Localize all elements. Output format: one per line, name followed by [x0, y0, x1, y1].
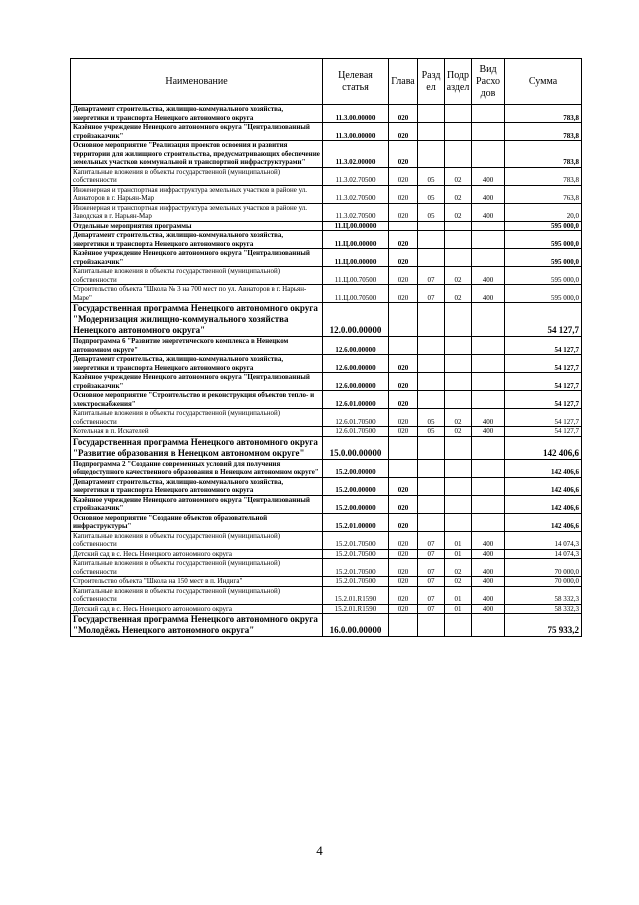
- cell-sum: 75 933,2: [505, 614, 582, 637]
- cell-section: 07: [418, 285, 445, 303]
- cell-subsection: 01: [445, 604, 472, 614]
- cell-sum: 783,8: [505, 141, 582, 168]
- cell-subsection: [445, 477, 472, 495]
- cell-sum: 54 127,7: [505, 409, 582, 427]
- cell-sum: 142 406,6: [505, 513, 582, 531]
- cell-name: Казённое учреждение Ненецкого автономного округа "Централизованный стройзаказчик": [71, 249, 323, 267]
- cell-section: [418, 249, 445, 267]
- cell-chapter: 020: [389, 477, 418, 495]
- cell-target-article: 15.2.01.70500: [323, 559, 389, 577]
- cell-subsection: [445, 249, 472, 267]
- cell-section: [418, 221, 445, 231]
- cell-name: Основное мероприятие "Создание объектов образовательной инфраструктуры": [71, 513, 323, 531]
- cell-chapter: [389, 614, 418, 637]
- cell-chapter: [389, 221, 418, 231]
- cell-section: [418, 614, 445, 637]
- cell-section: 05: [418, 427, 445, 437]
- page-number: 4: [316, 843, 323, 858]
- cell-name: Котельная в п. Искателей: [71, 427, 323, 437]
- header-section: Разд ел: [418, 59, 445, 105]
- table-row: [71, 427, 582, 437]
- cell-expense-type: [472, 459, 505, 477]
- cell-sum: 783,8: [505, 105, 582, 123]
- cell-sum: 54 127,7: [505, 373, 582, 391]
- cell-name: Казённое учреждение Ненецкого автономного округа "Централизованный стройзаказчик": [71, 373, 323, 391]
- cell-expense-type: [472, 391, 505, 409]
- cell-expense-type: [472, 123, 505, 141]
- cell-section: [418, 513, 445, 531]
- cell-subsection: [445, 303, 472, 337]
- cell-chapter: [389, 303, 418, 337]
- cell-target-article: 11.Ц.00.70500: [323, 285, 389, 303]
- cell-target-article: 15.2.00.00000: [323, 477, 389, 495]
- cell-target-article: 15.2.00.00000: [323, 495, 389, 513]
- cell-subsection: 02: [445, 559, 472, 577]
- cell-name: Подпрограмма 6 "Развитие энергетического комплекса в Ненецком автономном округе": [71, 337, 323, 355]
- cell-subsection: [445, 141, 472, 168]
- cell-expense-type: 400: [472, 267, 505, 285]
- cell-target-article: 11.3.02.70500: [323, 185, 389, 203]
- cell-chapter: 020: [389, 267, 418, 285]
- cell-section: 07: [418, 531, 445, 549]
- table-row: [71, 267, 582, 285]
- cell-section: 07: [418, 267, 445, 285]
- cell-sum: 14 074,3: [505, 531, 582, 549]
- cell-chapter: 020: [389, 249, 418, 267]
- cell-name: Государственная программа Ненецкого автономного округа "Модернизация жилищно-коммунального хозяйства Ненецкого автономного округа": [71, 303, 323, 337]
- header-target-article: Целевая статья: [323, 59, 389, 105]
- cell-subsection: [445, 337, 472, 355]
- cell-sum: 54 127,7: [505, 427, 582, 437]
- cell-name: Департамент строительства, жилищно-коммунального хозяйства, энергетики и транспорта Ненецкого автономного округа: [71, 477, 323, 495]
- cell-subsection: [445, 513, 472, 531]
- header-chapter: Глава: [389, 59, 418, 105]
- cell-name: Строительство объекта "Школа № 3 на 700 мест по ул. Авиаторов в г. Нарьян-Маре": [71, 285, 323, 303]
- cell-name: Инженерная и транспортная инфраструктура земельных участков в районе ул. Авиаторов в г. Нарьян-Мар: [71, 185, 323, 203]
- table-row: [71, 185, 582, 203]
- cell-chapter: [389, 459, 418, 477]
- cell-target-article: 11.3.00.00000: [323, 105, 389, 123]
- cell-sum: 14 074,3: [505, 549, 582, 559]
- cell-subsection: 02: [445, 185, 472, 203]
- cell-name: Детский сад в с. Несь Ненецкого автономного округа: [71, 549, 323, 559]
- cell-expense-type: 400: [472, 577, 505, 587]
- cell-subsection: [445, 614, 472, 637]
- cell-expense-type: [472, 477, 505, 495]
- cell-target-article: 16.0.00.00000: [323, 614, 389, 637]
- cell-target-article: 12.6.01.70500: [323, 409, 389, 427]
- cell-section: 07: [418, 586, 445, 604]
- cell-name: Капитальные вложения в объекты государственной (муниципальной) собственности: [71, 559, 323, 577]
- cell-name: Капитальные вложения в объекты государственной (муниципальной) собственности: [71, 409, 323, 427]
- cell-sum: 595 000,0: [505, 267, 582, 285]
- table-row: [71, 577, 582, 587]
- cell-subsection: [445, 373, 472, 391]
- cell-chapter: 020: [389, 123, 418, 141]
- cell-subsection: [445, 221, 472, 231]
- cell-expense-type: [472, 337, 505, 355]
- cell-sum: 54 127,7: [505, 391, 582, 409]
- cell-chapter: 020: [389, 185, 418, 203]
- cell-target-article: 11.Ц.00.00000: [323, 231, 389, 249]
- table-row: [71, 614, 582, 637]
- cell-name: Детский сад в с. Несь Ненецкого автономного округа: [71, 604, 323, 614]
- cell-section: [418, 459, 445, 477]
- table-body: [71, 105, 582, 637]
- table-row: [71, 221, 582, 231]
- cell-subsection: 02: [445, 285, 472, 303]
- cell-sum: 142 406,6: [505, 495, 582, 513]
- cell-sum: 142 406,6: [505, 477, 582, 495]
- table-header-row: [71, 59, 582, 105]
- cell-name: Департамент строительства, жилищно-коммунального хозяйства, энергетики и транспорта Ненецкого автономного округа: [71, 355, 323, 373]
- table-row: [71, 436, 582, 459]
- cell-sum: 54 127,7: [505, 355, 582, 373]
- cell-chapter: 020: [389, 409, 418, 427]
- table-row: [71, 337, 582, 355]
- cell-subsection: 02: [445, 577, 472, 587]
- cell-section: 07: [418, 559, 445, 577]
- header-sum: Сумма: [505, 59, 582, 105]
- cell-target-article: 11.Ц.00.00000: [323, 221, 389, 231]
- table-row: [71, 249, 582, 267]
- cell-sum: 595 000,0: [505, 285, 582, 303]
- cell-chapter: 020: [389, 105, 418, 123]
- cell-chapter: 020: [389, 531, 418, 549]
- cell-expense-type: [472, 614, 505, 637]
- cell-sum: 763,8: [505, 185, 582, 203]
- cell-subsection: [445, 459, 472, 477]
- cell-subsection: [445, 436, 472, 459]
- cell-target-article: 12.6.00.00000: [323, 355, 389, 373]
- cell-sum: 783,8: [505, 167, 582, 185]
- table-row: [71, 513, 582, 531]
- cell-chapter: [389, 337, 418, 355]
- cell-chapter: 020: [389, 577, 418, 587]
- cell-expense-type: 400: [472, 167, 505, 185]
- cell-section: 05: [418, 409, 445, 427]
- cell-chapter: 020: [389, 427, 418, 437]
- cell-chapter: 020: [389, 373, 418, 391]
- cell-expense-type: 400: [472, 285, 505, 303]
- cell-target-article: 12.6.01.00000: [323, 391, 389, 409]
- cell-name: Капитальные вложения в объекты государственной (муниципальной) собственности: [71, 167, 323, 185]
- cell-chapter: 020: [389, 285, 418, 303]
- table-row: [71, 303, 582, 337]
- cell-subsection: [445, 355, 472, 373]
- table-row: [71, 559, 582, 577]
- cell-name: Основное мероприятие "Строительство и реконструкция объектов тепло- и электроснабжения": [71, 391, 323, 409]
- cell-expense-type: [472, 105, 505, 123]
- cell-chapter: 020: [389, 495, 418, 513]
- table-row: [71, 231, 582, 249]
- cell-chapter: 020: [389, 141, 418, 168]
- cell-chapter: 020: [389, 355, 418, 373]
- cell-name: Строительство объекта "Школа на 150 мест в п. Индига": [71, 577, 323, 587]
- cell-target-article: 11.3.02.70500: [323, 203, 389, 221]
- table-row: [71, 105, 582, 123]
- cell-section: 07: [418, 549, 445, 559]
- cell-name: Инженерная и транспортная инфраструктура земельных участков в районе ул. Заводская в г. Нарьян-Мар: [71, 203, 323, 221]
- cell-name: Департамент строительства, жилищно-коммунального хозяйства, энергетики и транспорта Ненецкого автономного округа: [71, 231, 323, 249]
- cell-name: Подпрограмма 2 "Создание современных условий для получения общедоступного качественного образования в Ненецком автономном округе": [71, 459, 323, 477]
- cell-section: 05: [418, 185, 445, 203]
- cell-chapter: 020: [389, 167, 418, 185]
- cell-expense-type: 400: [472, 559, 505, 577]
- cell-target-article: 12.6.01.70500: [323, 427, 389, 437]
- cell-target-article: 15.2.01.70500: [323, 531, 389, 549]
- table-row: [71, 391, 582, 409]
- cell-name: Основное мероприятие "Реализация проектов освоения и развития территории для жилищного строительства, предусматривающих обеспечение земельных участков коммунальной и транспортной инфраструктурами": [71, 141, 323, 168]
- cell-expense-type: [472, 221, 505, 231]
- table-row: [71, 586, 582, 604]
- cell-chapter: 020: [389, 604, 418, 614]
- table-row: [71, 285, 582, 303]
- cell-subsection: 01: [445, 586, 472, 604]
- table-row: [71, 477, 582, 495]
- cell-subsection: 01: [445, 531, 472, 549]
- cell-sum: 142 406,6: [505, 459, 582, 477]
- cell-target-article: 15.2.01.R1590: [323, 586, 389, 604]
- cell-section: [418, 391, 445, 409]
- cell-subsection: 02: [445, 203, 472, 221]
- cell-section: [418, 337, 445, 355]
- table-row: [71, 167, 582, 185]
- cell-name: Капитальные вложения в объекты государственной (муниципальной) собственности: [71, 586, 323, 604]
- cell-sum: 595 000,0: [505, 249, 582, 267]
- cell-name: Отдельные мероприятия программы: [71, 221, 323, 231]
- cell-name: Казённое учреждение Ненецкого автономного округа "Централизованный стройзаказчик": [71, 495, 323, 513]
- table-row: [71, 495, 582, 513]
- cell-target-article: 15.2.01.R1590: [323, 604, 389, 614]
- cell-target-article: 15.2.01.00000: [323, 513, 389, 531]
- table-row: [71, 355, 582, 373]
- cell-sum: 70 000,0: [505, 577, 582, 587]
- cell-chapter: 020: [389, 559, 418, 577]
- table-row: [71, 123, 582, 141]
- cell-subsection: [445, 495, 472, 513]
- cell-target-article: 15.2.00.00000: [323, 459, 389, 477]
- cell-expense-type: [472, 231, 505, 249]
- table-row: [71, 373, 582, 391]
- cell-target-article: 11.Ц.00.00000: [323, 249, 389, 267]
- cell-expense-type: 400: [472, 604, 505, 614]
- cell-section: [418, 231, 445, 249]
- cell-expense-type: 400: [472, 531, 505, 549]
- cell-section: [418, 373, 445, 391]
- cell-expense-type: [472, 141, 505, 168]
- cell-chapter: 020: [389, 586, 418, 604]
- cell-target-article: 15.0.00.00000: [323, 436, 389, 459]
- cell-subsection: 02: [445, 267, 472, 285]
- cell-subsection: [445, 391, 472, 409]
- cell-expense-type: [472, 355, 505, 373]
- budget-table: [70, 58, 582, 637]
- cell-name: Капитальные вложения в объекты государственной (муниципальной) собственности: [71, 531, 323, 549]
- cell-expense-type: 400: [472, 549, 505, 559]
- cell-section: 07: [418, 604, 445, 614]
- cell-chapter: 020: [389, 203, 418, 221]
- cell-expense-type: [472, 513, 505, 531]
- cell-expense-type: 400: [472, 427, 505, 437]
- cell-chapter: 020: [389, 391, 418, 409]
- cell-expense-type: [472, 373, 505, 391]
- cell-target-article: 12.6.00.00000: [323, 373, 389, 391]
- cell-sum: 595 000,0: [505, 231, 582, 249]
- cell-section: [418, 141, 445, 168]
- cell-chapter: 020: [389, 231, 418, 249]
- table-row: [71, 549, 582, 559]
- cell-target-article: 11.3.00.00000: [323, 123, 389, 141]
- cell-section: [418, 303, 445, 337]
- cell-name: Государственная программа Ненецкого автономного округа "Молодёжь Ненецкого автономного округа": [71, 614, 323, 637]
- cell-sum: 58 332,3: [505, 586, 582, 604]
- cell-section: [418, 123, 445, 141]
- cell-section: [418, 105, 445, 123]
- cell-chapter: 020: [389, 513, 418, 531]
- cell-name: Капитальные вложения в объекты государственной (муниципальной) собственности: [71, 267, 323, 285]
- cell-expense-type: [472, 303, 505, 337]
- cell-target-article: 12.6.00.00000: [323, 337, 389, 355]
- header-expense-type: Вид Расхо дов: [472, 59, 505, 105]
- cell-section: [418, 477, 445, 495]
- cell-section: 05: [418, 203, 445, 221]
- cell-chapter: [389, 436, 418, 459]
- cell-subsection: 02: [445, 427, 472, 437]
- header-name: Наименование: [71, 59, 323, 105]
- cell-target-article: 15.2.01.70500: [323, 549, 389, 559]
- cell-expense-type: 400: [472, 203, 505, 221]
- cell-section: [418, 495, 445, 513]
- cell-section: 05: [418, 167, 445, 185]
- cell-subsection: 02: [445, 409, 472, 427]
- cell-expense-type: 400: [472, 586, 505, 604]
- cell-sum: 783,8: [505, 123, 582, 141]
- cell-subsection: [445, 105, 472, 123]
- cell-sum: 58 332,3: [505, 604, 582, 614]
- cell-target-article: 11.3.02.00000: [323, 141, 389, 168]
- cell-expense-type: [472, 495, 505, 513]
- cell-section: 07: [418, 577, 445, 587]
- cell-sum: 54 127,7: [505, 337, 582, 355]
- cell-sum: 54 127,7: [505, 303, 582, 337]
- table-row: [71, 459, 582, 477]
- cell-chapter: 020: [389, 549, 418, 559]
- cell-target-article: 15.2.01.70500: [323, 577, 389, 587]
- cell-expense-type: [472, 436, 505, 459]
- cell-section: [418, 355, 445, 373]
- cell-sum: 595 000,0: [505, 221, 582, 231]
- cell-target-article: 12.0.00.00000: [323, 303, 389, 337]
- cell-name: Казённое учреждение Ненецкого автономного округа "Централизованный стройзаказчик": [71, 123, 323, 141]
- table-row: [71, 604, 582, 614]
- table-row: [71, 203, 582, 221]
- cell-subsection: [445, 123, 472, 141]
- cell-sum: 70 000,0: [505, 559, 582, 577]
- cell-target-article: 11.Ц.00.70500: [323, 267, 389, 285]
- cell-sum: 20,0: [505, 203, 582, 221]
- cell-section: [418, 436, 445, 459]
- cell-name: Государственная программа Ненецкого автономного округа "Развитие образования в Ненецком автономном округе": [71, 436, 323, 459]
- table-row: [71, 531, 582, 549]
- cell-expense-type: 400: [472, 409, 505, 427]
- table-row: [71, 141, 582, 168]
- cell-subsection: 01: [445, 549, 472, 559]
- cell-sum: 142 406,6: [505, 436, 582, 459]
- cell-target-article: 11.3.02.70500: [323, 167, 389, 185]
- cell-expense-type: 400: [472, 185, 505, 203]
- header-subsection: Подр аздел: [445, 59, 472, 105]
- cell-subsection: 02: [445, 167, 472, 185]
- cell-expense-type: [472, 249, 505, 267]
- cell-subsection: [445, 231, 472, 249]
- table-row: [71, 409, 582, 427]
- cell-name: Департамент строительства, жилищно-коммунального хозяйства, энергетики и транспорта Ненецкого автономного округа: [71, 105, 323, 123]
